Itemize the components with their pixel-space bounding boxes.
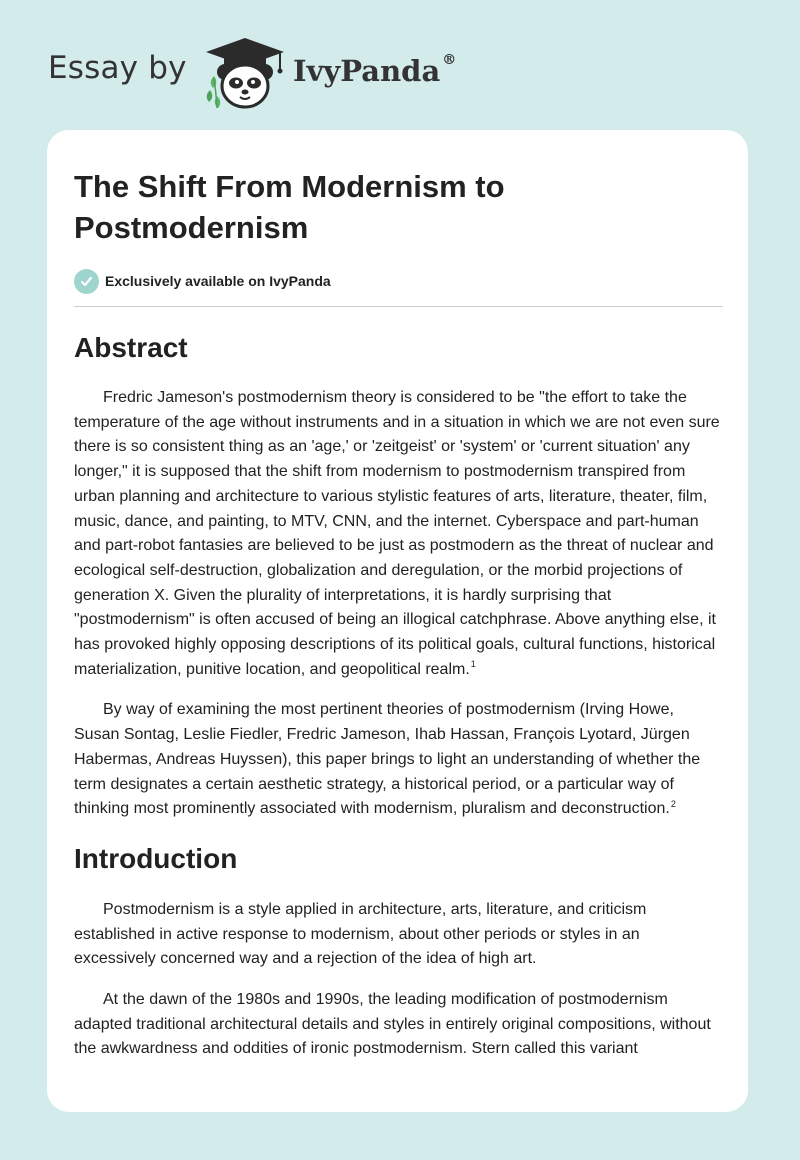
footnote-ref[interactable]: 2 — [670, 798, 676, 809]
essay-title: The Shift From Modernism to Postmodernism — [74, 169, 505, 245]
paragraph — [74, 386, 723, 682]
site-header — [0, 0, 800, 130]
essay-content — [74, 130, 723, 1062]
paragraph-text: At the dawn of the 1980s and 1990s, the leading modification of postmodernism adapted traditional architectural details and styles in entirely original compositions, without the awkwardness and oddities of ironic postmodernism. Stern called this variant — [74, 991, 711, 1058]
essay-card — [47, 130, 748, 1112]
brand-name-text: IvyPanda — [293, 54, 441, 88]
ivypanda-logo-icon[interactable] — [200, 36, 290, 112]
brand-name[interactable] — [293, 54, 456, 88]
exclusive-badge — [74, 268, 723, 294]
divider — [74, 306, 723, 307]
paragraph-text: Fredric Jameson's postmodernism theory is considered to be "the effort to take the temperature of the age without instruments and in a situation in which we are not even sure there is so consistent thing as an 'age,' or 'zeitgeist' or 'system' or 'current situation' any longer," it is supposed that the shift from modernism to postmodernism transpired from urban planning and architecture to various stylistic features of arts, literature, theater, film, music, dance, and painting, to MTV, CNN, and the internet. Cyberspace and part-human and part-robot fantasies are believed to be just as postmodern as the threat of nuclear and ecological self-destruction, globalization and deregulation, or the morbid projections of generation X. Given the plurality of interpretations, it is hardly surprising that "postmodernism" is often accused of being an illogical catchphrase. Above anything else, it has provoked highly opposing descriptions of its political goals, cultural functions, historical materialization, punitive location, and geopolitical realm. — [74, 389, 720, 678]
registered-mark: ® — [442, 52, 457, 68]
check-icon — [74, 269, 99, 294]
footnote-ref[interactable]: 1 — [470, 659, 476, 670]
section-heading-abstract: Abstract — [74, 332, 188, 363]
paragraph-text: Postmodernism is a style applied in architecture, arts, literature, and criticism established in active response to modernism, about other periods or styles in an excessively concerned way and a rejection of the idea of high art. — [74, 900, 647, 968]
paragraph — [74, 988, 723, 1062]
section-heading-introduction: Introduction — [74, 842, 238, 874]
paragraph — [74, 898, 723, 972]
brand-prefix: Essay by — [48, 50, 187, 86]
paragraph — [74, 698, 723, 822]
badge-text: Exclusively available on IvyPanda — [105, 273, 331, 289]
paragraph-text: By way of examining the most pertinent theories of postmodernism (Irving Howe, Susan Sontag, Leslie Fiedler, Fredric Jameson, Ihab Hassan, François Lyotard, Jürgen Habermas, Andreas Huyssen), this paper brings to light an understanding of whether the term designates a certain aesthetic strategy, a historical period, or a particular way of thinking most prominently associated with modernism, pluralism and deconstruction. — [74, 701, 701, 818]
